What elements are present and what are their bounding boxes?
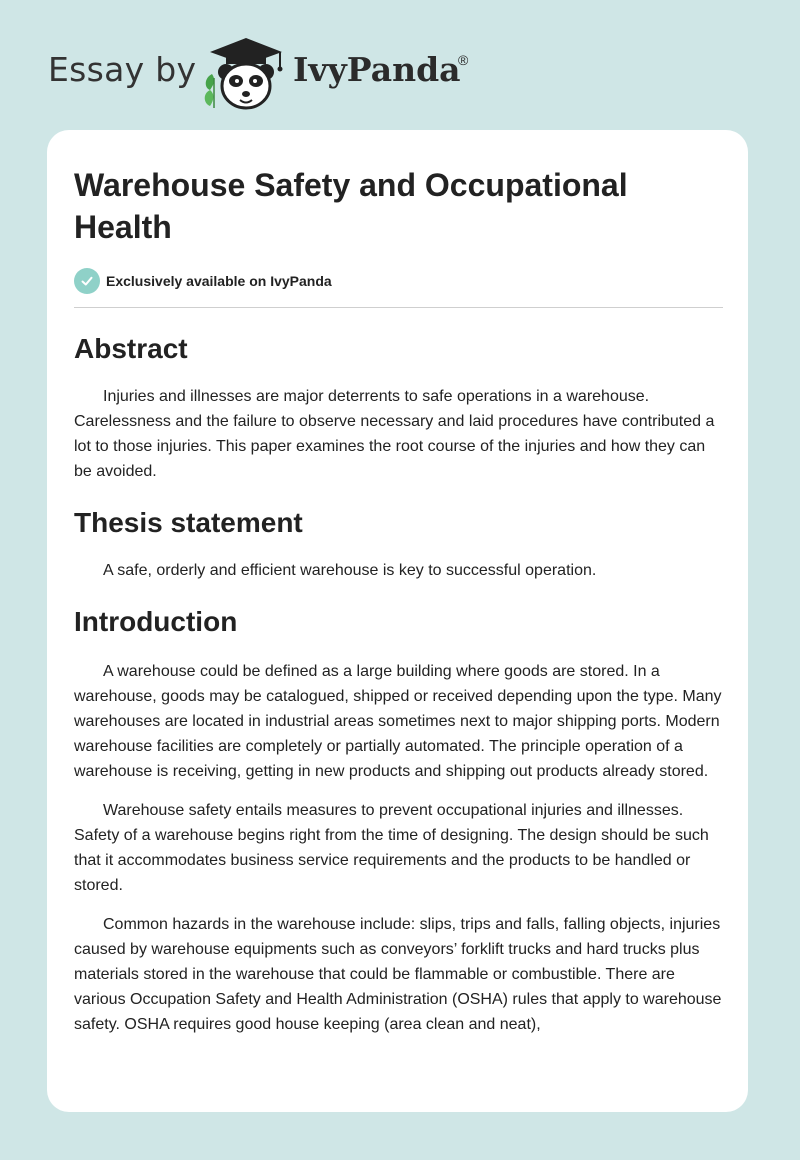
exclusive-label: Exclusively available on IvyPanda: [106, 273, 332, 289]
abstract-paragraph: Injuries and illnesses are major deterrents to safe operations in a warehouse. Carelessness and the failure to observe necessary and laid procedures have contributed a lot to those injuries. This paper examines the root course of the injuries and how they can be avoided.: [74, 388, 715, 480]
brand-prefix: Essay by: [48, 50, 197, 89]
introduction-heading: Introduction: [74, 606, 238, 637]
brand-name: IvyPanda: [293, 50, 461, 89]
registered-mark: ®: [458, 52, 469, 68]
thesis-heading: Thesis statement: [74, 507, 303, 538]
introduction-paragraph: Warehouse safety entails measures to prevent occupational injuries and illnesses. Safety of a warehouse begins right from the time of designing. The design should be such that it accommodates business service requirements and the products to be handled or stored.: [74, 802, 709, 894]
title-divider: [74, 307, 723, 308]
essay-title: Warehouse Safety and Occupational Health: [74, 167, 628, 245]
panda-logo-icon: [200, 34, 288, 114]
introduction-paragraph: Common hazards in the warehouse include: slips, trips and falls, falling objects, injuries caused by warehouse equipments such as conveyors’ forklift trucks and hard trucks plus materials stored in the warehouse that could be flammable or combustible. There are various Occupation Safety and Health Administration (OSHA) rules that apply to warehouse safety. OSHA requires good house keeping (area clean and neat),: [74, 916, 722, 1033]
exclusive-badge: [74, 268, 722, 294]
checkmark-icon: [74, 268, 100, 294]
abstract-heading: Abstract: [74, 333, 188, 364]
thesis-paragraph: A safe, orderly and efficient warehouse is key to successful operation.: [103, 562, 597, 579]
brand-header: [48, 28, 468, 118]
introduction-paragraph: A warehouse could be defined as a large building where goods are stored. In a warehouse, goods may be catalogued, shipped or received depending upon the type. Many warehouses are located in industrial areas sometimes next to major shipping ports. Modern warehouse facilities are completely or partially automated. The principle operation of a warehouse is receiving, getting in new products and shipping out products already stored.: [74, 663, 722, 780]
essay-card: [47, 130, 748, 1112]
